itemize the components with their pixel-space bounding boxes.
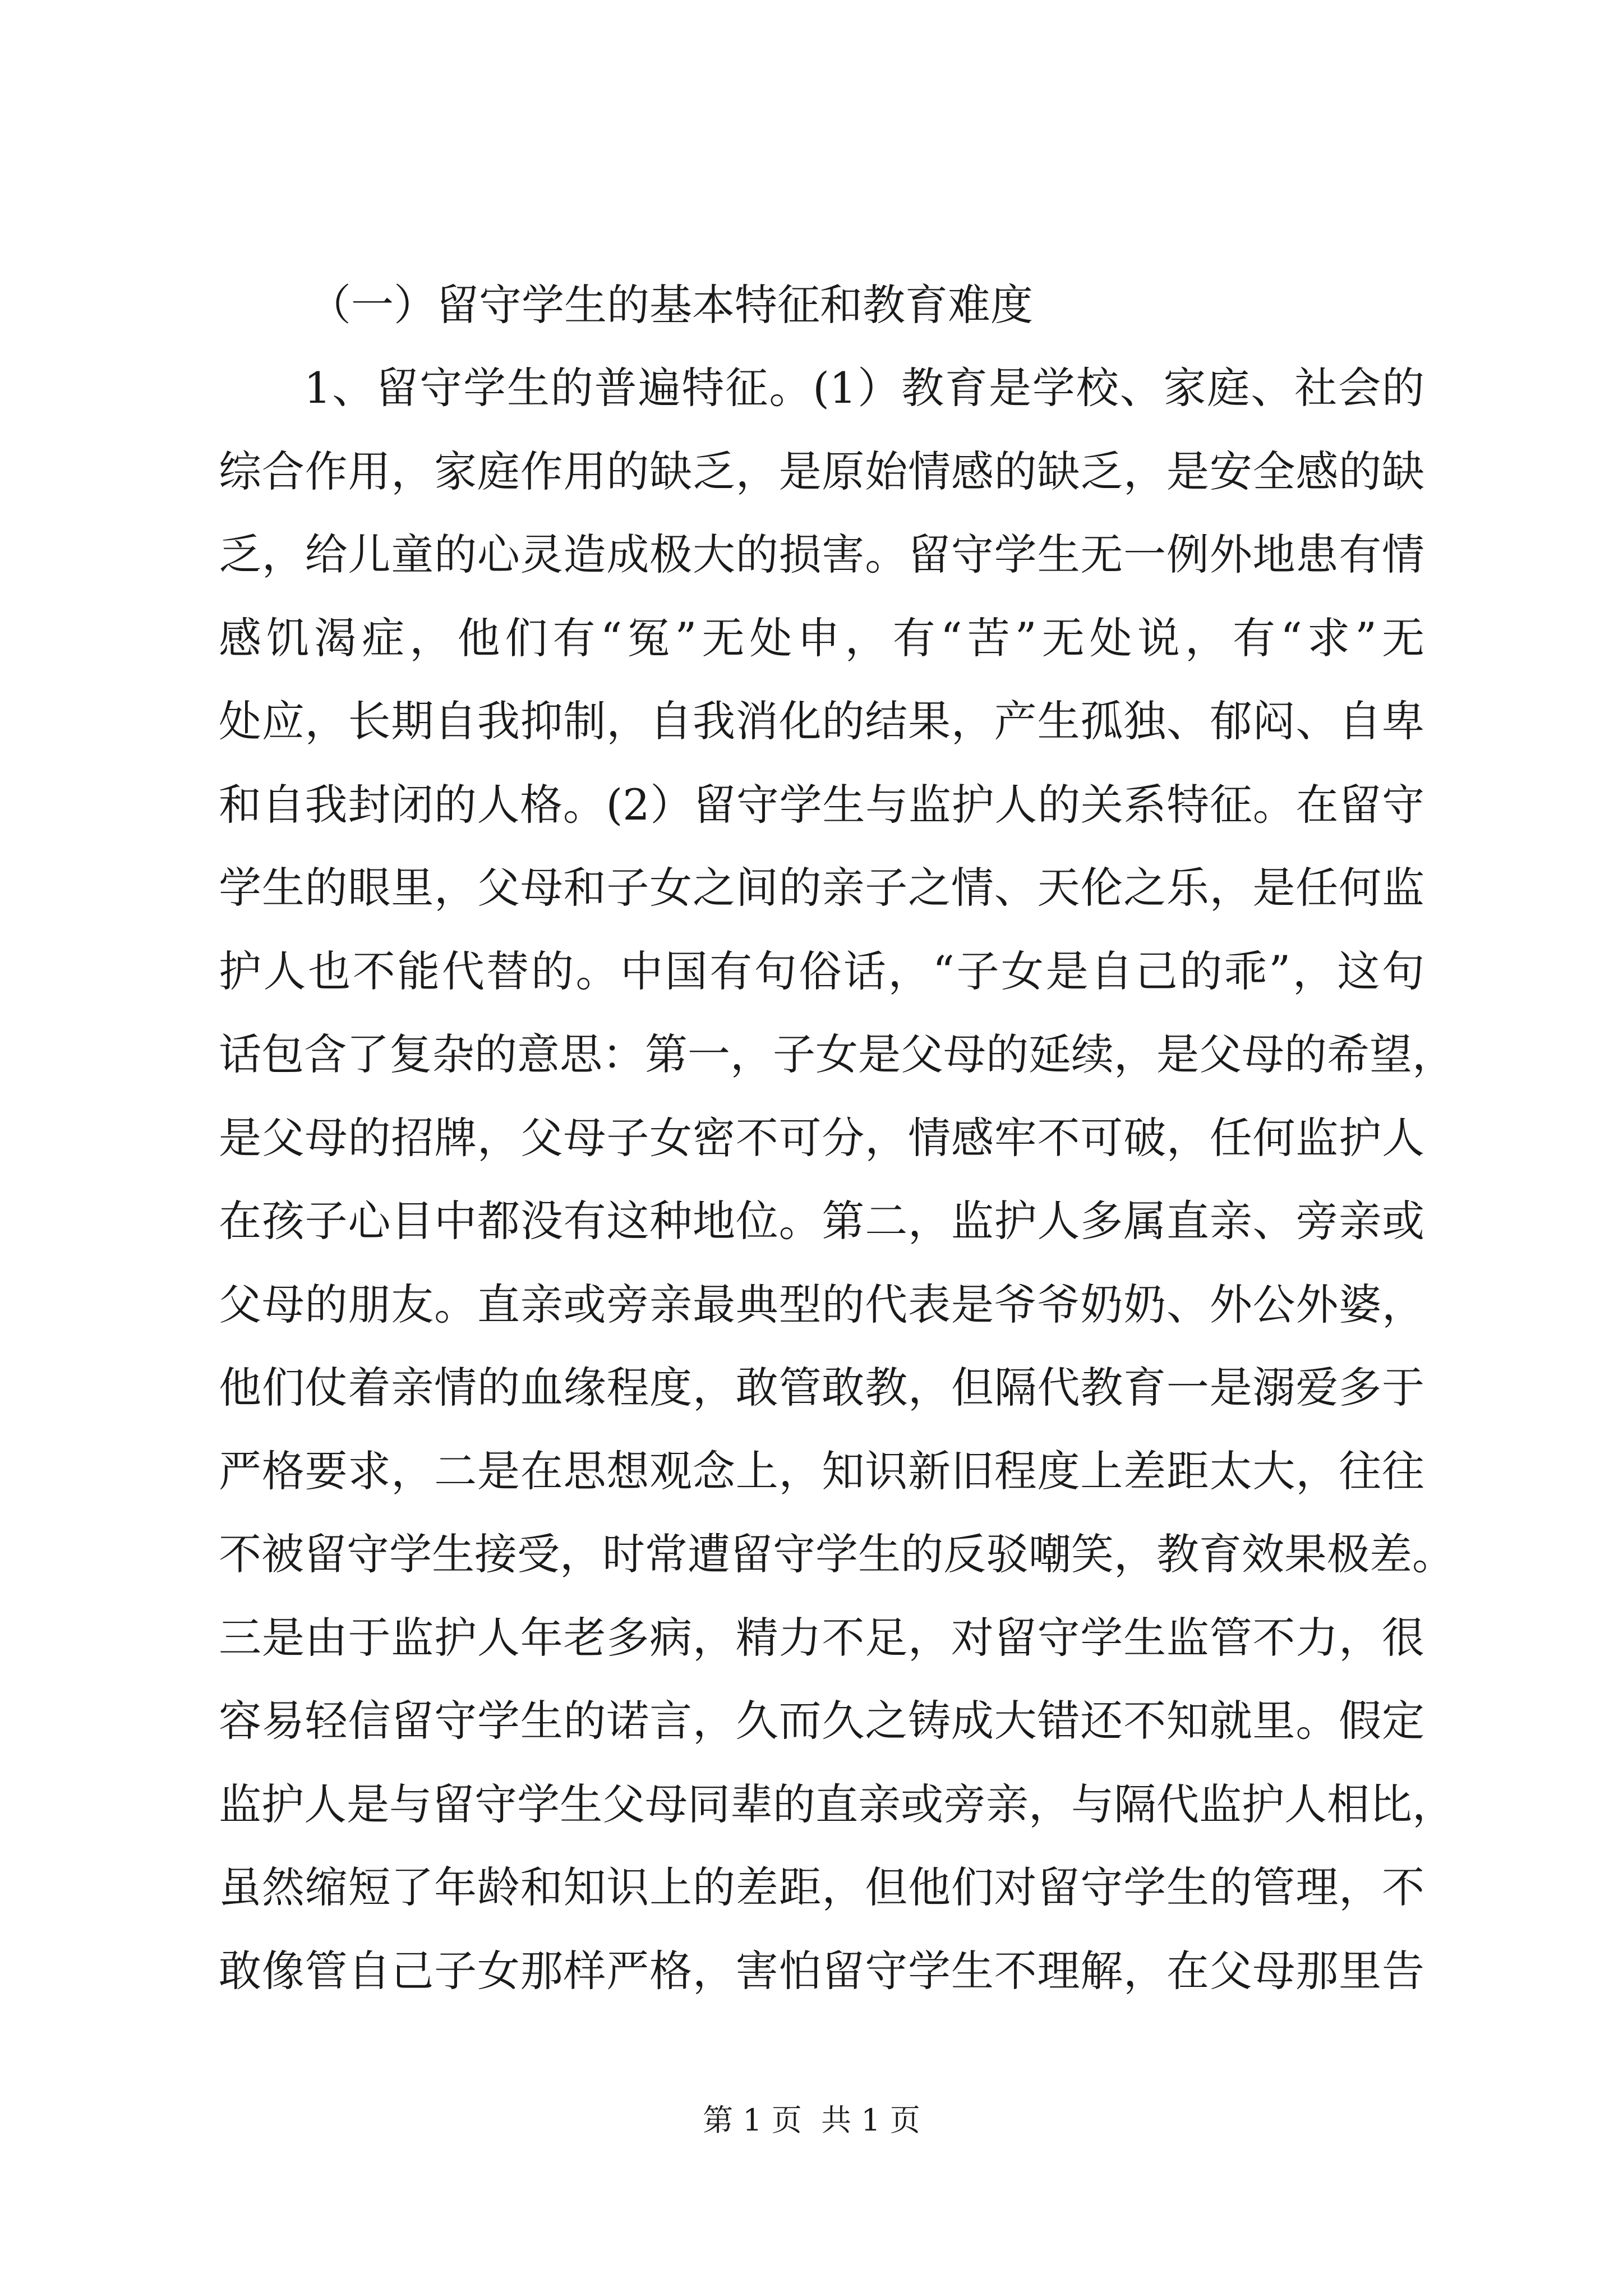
paragraph-line: 严格要求，二是在思想观念上，知识新旧程度上差距太大，往往: [219, 1446, 1424, 1496]
paragraph-line: 和自我封闭的人格。(2）留守学生与监护人的关系特征。在留守: [219, 779, 1424, 830]
paragraph-line: 1、留守学生的普遍特征。(1）教育是学校、家庭、社会的: [304, 363, 1424, 413]
body-paragraph: [219, 347, 1455, 2013]
paragraph-line: 感饥渴症，他们有“冤”无处申，有“苦”无处说，有“求”无: [219, 613, 1424, 663]
page-footer: 第 1 页 共 1 页: [703, 2102, 920, 2138]
paragraph-line: 综合作用，家庭作用的缺乏，是原始情感的缺乏，是安全感的缺: [219, 446, 1424, 496]
paragraph-line: 父母的朋友。直亲或旁亲最典型的代表是爷爷奶奶、外公外婆，: [219, 1279, 1424, 1329]
paragraph-line: 是父母的招牌，父母子女密不可分，情感牢不可破，任何监护人: [219, 1112, 1424, 1163]
paragraph-line: 处应，长期自我抑制，自我消化的结果，产生孤独、郁闷、自卑: [219, 696, 1424, 746]
paragraph-line: 敢像管自己子女那样严格，害怕留守学生不理解，在父母那里告: [219, 1945, 1424, 1996]
document-body: [219, 264, 1455, 2013]
paragraph-line: 不被留守学生接受，时常遭留守学生的反驳嘲笑，教育效果极差。: [219, 1529, 1455, 1579]
section-heading: （一）留守学生的基本特征和教育难度: [308, 280, 1033, 330]
paragraph-line: 在孩子心目中都没有这种地位。第二，监护人多属直亲、旁亲或: [219, 1196, 1424, 1246]
paragraph-line: 虽然缩短了年龄和知识上的差距，但他们对留守学生的管理，不: [219, 1862, 1424, 1912]
paragraph-line: 三是由于监护人年老多病，精力不足，对留守学生监管不力，很: [219, 1612, 1424, 1663]
paragraph-line: 学生的眼里，父母和子女之间的亲子之情、天伦之乐，是任何监: [219, 863, 1424, 913]
paragraph-line: 话包含了复杂的意思：第一，子女是父母的延续，是父母的希望，: [219, 1029, 1455, 1079]
paragraph-line: 容易轻信留守学生的诺言，久而久之铸成大错还不知就里。假定: [219, 1696, 1424, 1746]
paragraph-line: 他们仗着亲情的血缘程度，敢管敢教，但隔代教育一是溺爱多于: [219, 1363, 1424, 1412]
paragraph-line: 护人也不能代替的。中国有句俗话，“子女是自己的乖”，这句: [219, 946, 1424, 996]
paragraph-line: 监护人是与留守学生父母同辈的直亲或旁亲，与隔代监护人相比，: [219, 1779, 1455, 1829]
paragraph-line: 乏，给儿童的心灵造成极大的损害。留守学生无一例外地患有情: [219, 530, 1424, 579]
